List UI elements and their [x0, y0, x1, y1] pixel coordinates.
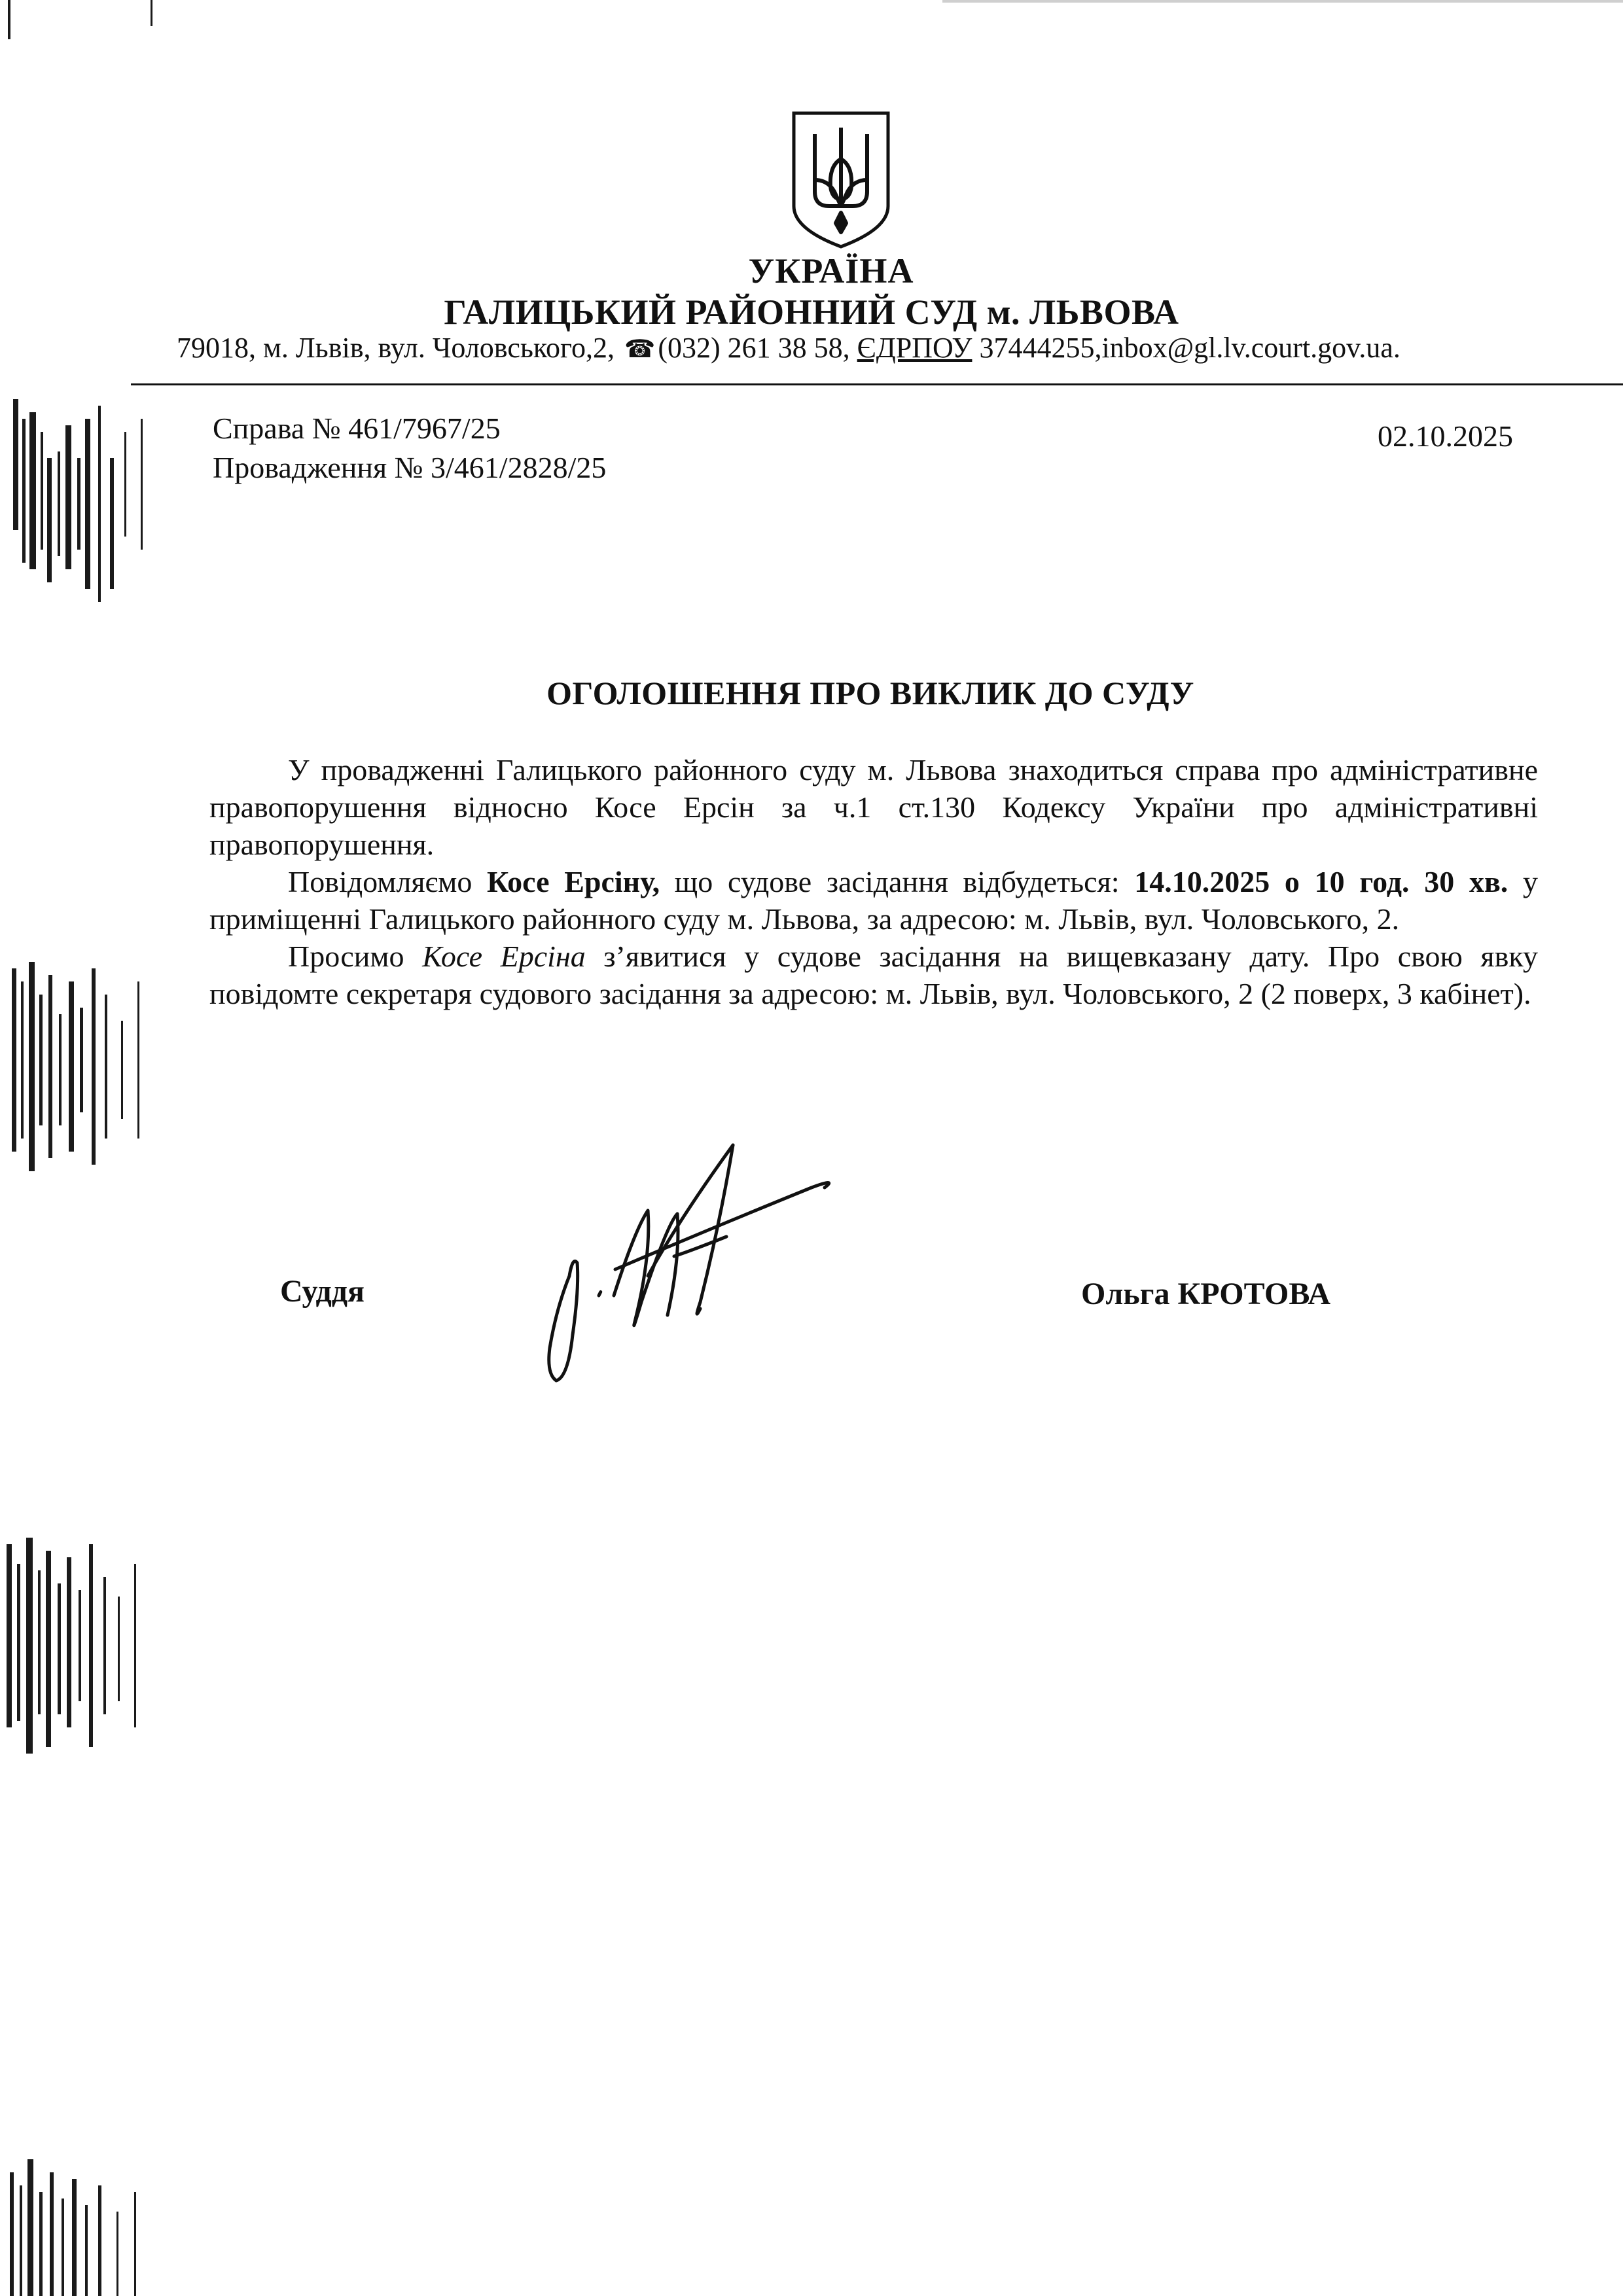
scan-edge-artifact	[942, 0, 1623, 3]
court-phone: (032) 261 38 58,	[658, 332, 850, 364]
paragraph-2-text-a: Повідомляємо	[288, 865, 488, 898]
judge-name: Ольга КРОТОВА	[1081, 1277, 1330, 1311]
header-divider	[131, 383, 1623, 385]
court-address: 79018, м. Львів, вул. Чоловського,2,	[177, 332, 615, 364]
header-court-name: ГАЛИЦЬКИЙ РАЙОННИЙ СУД м. ЛЬВОВА	[444, 292, 1179, 332]
paragraph-2	[209, 863, 1538, 938]
paragraph-3	[209, 938, 1538, 1012]
paragraph-2-text-c: у приміщенні Галицького районного суду м. Львова, за адресою: м. Львів, вул. Чоловського, 2.	[209, 865, 1539, 936]
paragraph-1: У провадженні Галицького районного суду м. Львова знаходиться справа про адміністративне правопорушення відносно Косе Ерсін за ч.1 ст.130 Кодексу України про адміністративні правопорушення.	[209, 753, 1538, 861]
summoned-person-name: Косе Ерсіну,	[487, 865, 660, 898]
hearing-datetime: 14.10.2025 о 10 год. 30 хв.	[1134, 865, 1508, 898]
document-body	[209, 751, 1538, 1012]
case-number: Справа № 461/7967/25	[213, 412, 501, 445]
edrpou-label: ЄДРПОУ	[857, 332, 972, 364]
phone-icon: ☎	[624, 336, 656, 363]
trident-icon	[789, 108, 893, 252]
handwritten-signature	[537, 1125, 890, 1394]
proceeding-number: Провадження № 3/461/2828/25	[213, 451, 607, 484]
scan-noise-left	[0, 0, 170, 2296]
paragraph-3-text-a: Просимо	[288, 940, 423, 973]
judge-role-label: Суддя	[280, 1274, 365, 1309]
paragraph-2-text-b: що судове засідання відбудеться:	[660, 865, 1135, 898]
header-country: УКРАЇНА	[748, 251, 914, 291]
summoned-person-name-italic: Косе Ерсіна	[422, 940, 586, 973]
edrpou-and-email: 37444255,inbox@gl.lv.court.gov.ua.	[979, 332, 1400, 364]
document-date: 02.10.2025	[1378, 419, 1513, 453]
paragraph-3-text-b: з’явитися у судове засідання на вищевказану дату. Про свою явку повідомте секретаря судового засідання за адресою: м. Львів, вул. Чоловського, 2 (2 поверх, 3 кабінет).	[209, 940, 1539, 1010]
document-title: ОГОЛОШЕННЯ ПРО ВИКЛИК ДО СУДУ	[546, 675, 1194, 711]
court-contact-line	[177, 331, 1400, 364]
case-references	[213, 409, 606, 487]
